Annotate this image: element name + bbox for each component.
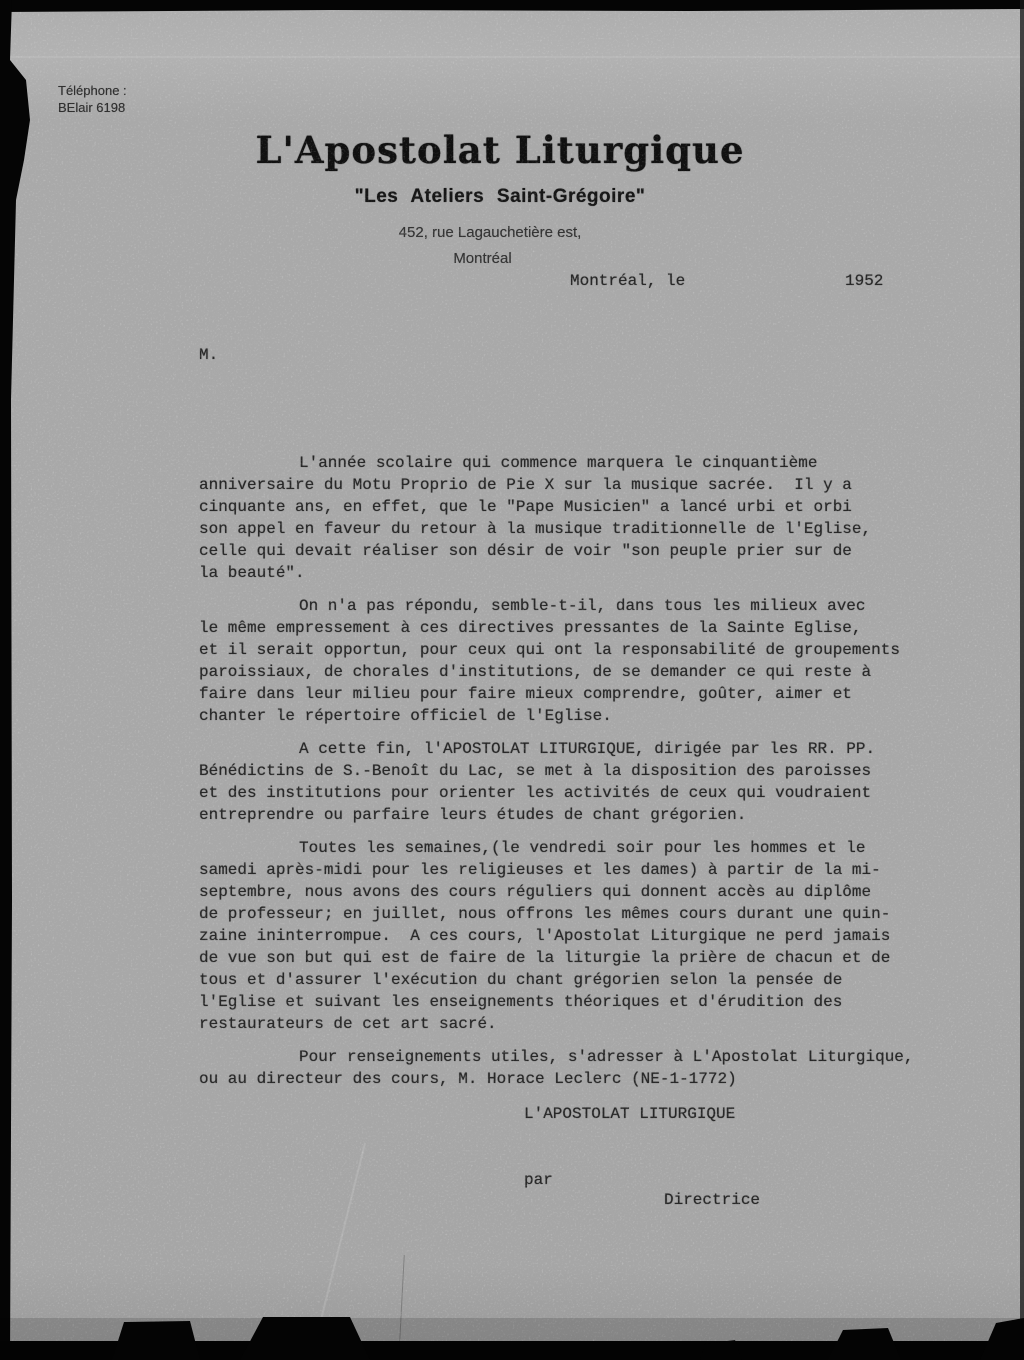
paragraph-3 [199, 738, 914, 826]
paragraph-2 [199, 595, 914, 727]
paragraph-4 [199, 837, 914, 1035]
dateline-year: 1952 [845, 272, 884, 290]
body-line: l'Eglise et suivant les enseignements théoriques et d'érudition des [199, 993, 843, 1011]
body-line: septembre, nous avons des cours réguliers qui donnent accès au diplôme [199, 883, 872, 901]
body-line: Pour renseignements utiles, s'adresser à L'Apostolat Liturgique, [299, 1048, 914, 1066]
paragraph-5 [199, 1046, 914, 1090]
body-line: Toutes les semaines,(le vendredi soir pour les hommes et le [299, 839, 866, 857]
signature-par: par [524, 1171, 553, 1189]
body-line: de vue son but qui est de faire de la liturgie la prière de chacun et de [199, 949, 891, 967]
scan-edge-right [1020, 0, 1024, 1360]
paragraph-1 [199, 452, 914, 584]
torn-edge-shape [700, 1340, 742, 1360]
body-line: restaurateurs de cet art sacré. [199, 1015, 497, 1033]
scan-edge-top [0, 0, 1024, 12]
body-line: la beauté". [199, 564, 305, 582]
scan-edge-bottom [0, 1341, 1024, 1360]
body-line: ou au directeur des cours, M. Horace Leclerc (NE-1-1772) [199, 1070, 737, 1088]
torn-edge-shape [240, 1317, 370, 1360]
phone-number: BElair 6198 [58, 100, 126, 115]
torn-edge-shape [980, 1318, 1024, 1360]
body-line: son appel en faveur du retour à la musique traditionnelle de l'Eglise, [199, 520, 872, 538]
org-title: L'Apostolat Liturgique [255, 128, 745, 172]
body-line: anniversaire du Motu Proprio de Pie X sur la musique sacrée. Il y a [199, 476, 852, 494]
dateline-place: Montréal, le [570, 272, 686, 290]
paper-crease [0, 56, 1024, 58]
body-line: de professeur; en juillet, nous offrons les mêmes cours durant une quin- [199, 905, 891, 923]
signature-org: L'APOSTOLAT LITURGIQUE [524, 1105, 736, 1123]
body-line: L'année scolaire qui commence marquera le cinquantième [299, 454, 818, 472]
body-line: et il serait opportun, pour ceux qui ont la responsabilité de groupements [199, 641, 900, 659]
torn-edge-shape [828, 1328, 901, 1360]
body-line: On n'a pas répondu, semble-t-il, dans tous les milieux avec [299, 597, 866, 615]
body-line: entreprendre ou parfaire leurs études de chant grégorien. [199, 806, 747, 824]
torn-edge-shape [112, 1321, 200, 1360]
paper-crease [398, 1255, 404, 1360]
body-line: samedi après-midi pour les religieuses et les dames) à partir de la mi- [199, 861, 881, 879]
org-subtitle: "Les Ateliers Saint-Grégoire" [354, 186, 646, 207]
letterhead-phone [58, 82, 127, 116]
signer-title: Directrice [664, 1191, 761, 1209]
body-line: le même empressement à ces directives pressantes de la Sainte Eglise, [199, 619, 862, 637]
body-line: faire dans leur milieu pour faire mieux comprendre, goûter, aimer et [199, 685, 852, 703]
address-line-2: Montréal [453, 250, 512, 267]
scan-bottom-shadow [0, 1318, 1024, 1344]
address-line-1: 452, rue Lagauchetière est, [398, 224, 582, 241]
body-line: zaine ininterrompue. A ces cours, l'Apostolat Liturgique ne perd jamais [199, 927, 891, 945]
body-line: cinquante ans, en effet, que le "Pape Musicien" a lancé urbi et orbi [199, 498, 852, 516]
body-line: tous et d'assurer l'exécution du chant grégorien selon la pensée de [199, 971, 843, 989]
body-line: A cette fin, l'APOSTOLAT LITURGIQUE, dirigée par les RR. PP. [299, 740, 876, 758]
body-line: celle qui devait réaliser son désir de voir "son peuple prier sur de [199, 542, 852, 560]
phone-label: Téléphone : [58, 83, 127, 98]
body-line: chanter le répertoire officiel de l'Eglise. [199, 707, 612, 725]
body-line: et des institutions pour orienter les activités de ceux qui voudraient [199, 784, 872, 802]
salutation: M. [199, 346, 219, 364]
letter-body [199, 452, 914, 1211]
body-line: paroissiaux, de chorales d'institutions, de se demander ce qui reste à [199, 663, 872, 681]
body-line: Bénédictins de S.-Benoît du Lac, se met à la disposition des paroisses [199, 762, 872, 780]
